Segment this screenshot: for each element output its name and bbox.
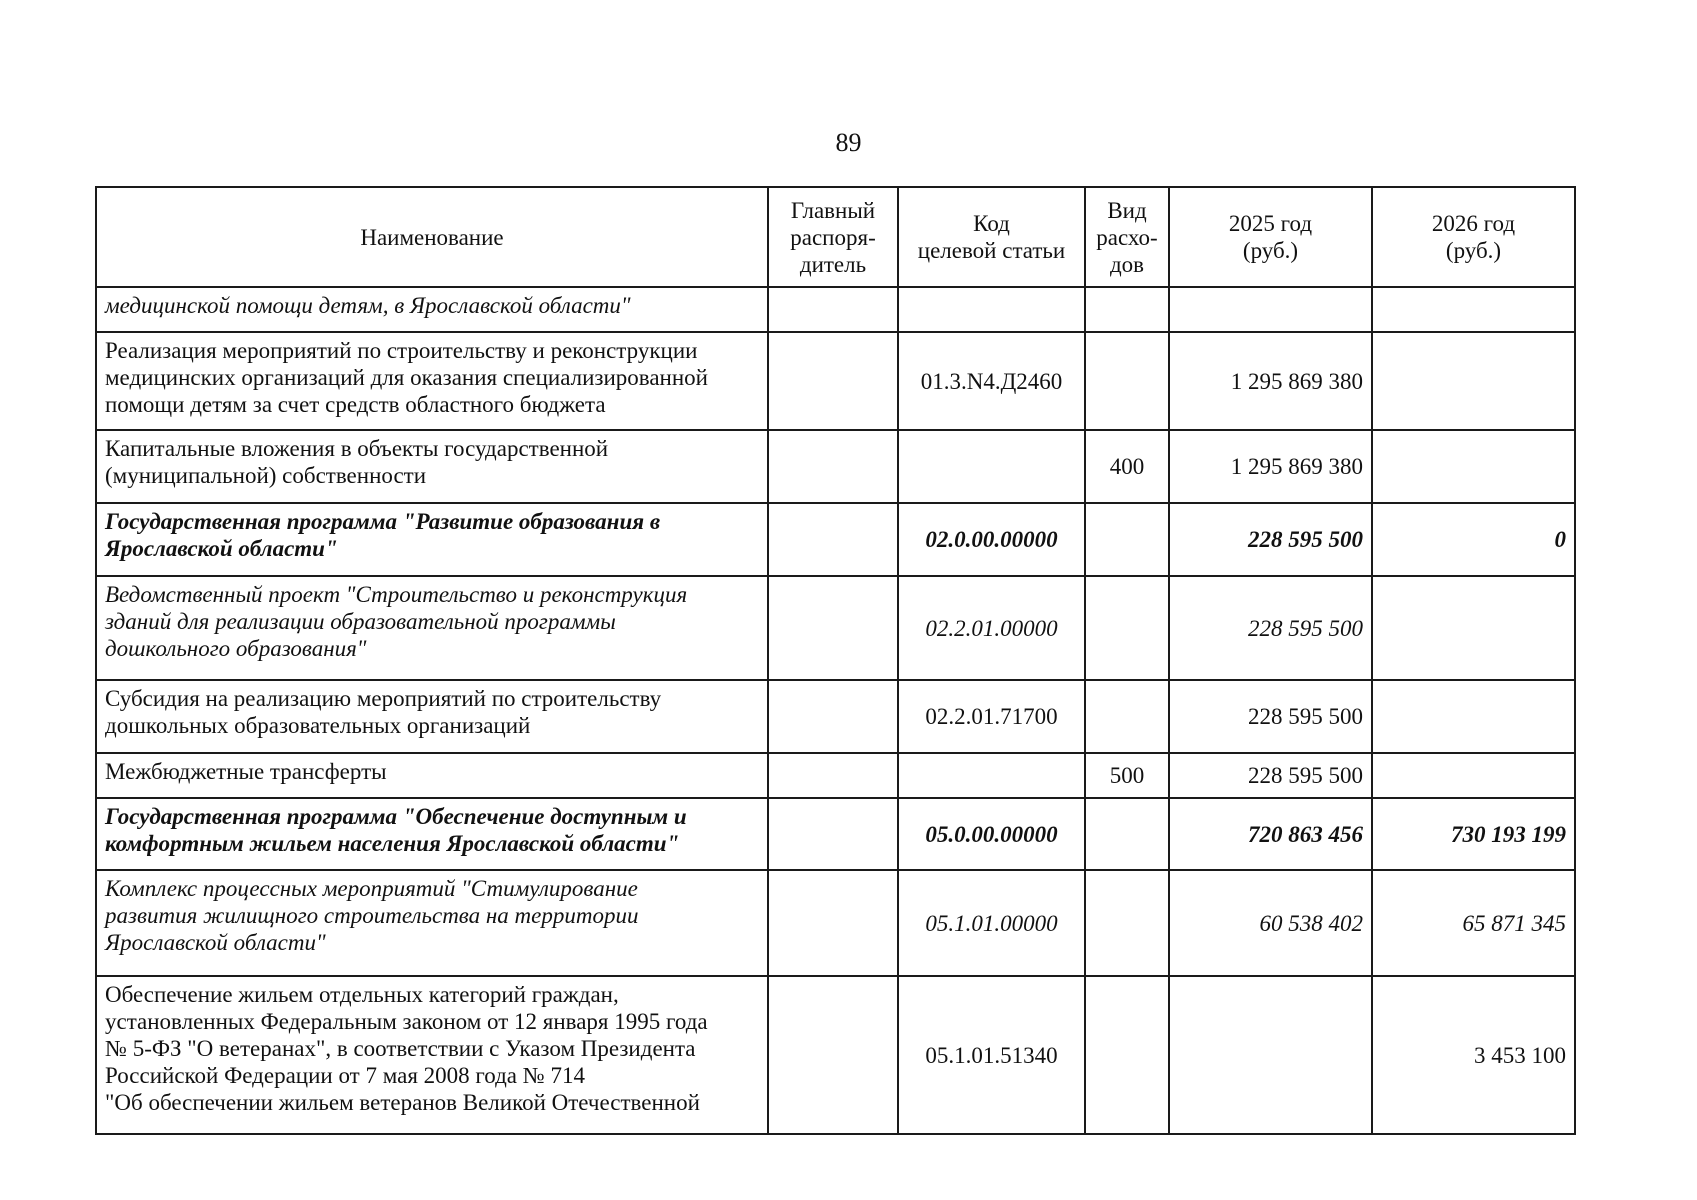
header-line: целевой статьи	[917, 238, 1066, 263]
cell-type	[1085, 503, 1169, 576]
header-name: Наименование	[96, 187, 768, 287]
cell-line: Обеспечение жильем отдельных категорий граждан,	[105, 982, 619, 1007]
cell-code	[898, 430, 1085, 503]
table-row	[96, 503, 1575, 576]
header-2026	[1372, 187, 1575, 287]
cell-line: Реализация мероприятий по строительству и реконструкции	[105, 338, 698, 363]
cell-name	[96, 576, 768, 680]
table-row	[96, 680, 1575, 753]
cell-line: медицинской помощи детям, в Ярославской области"	[105, 293, 631, 318]
header-2025	[1169, 187, 1372, 287]
cell-name	[96, 503, 768, 576]
budget-table	[95, 186, 1576, 1135]
cell-line: медицинских организаций для оказания специализированной	[105, 365, 708, 390]
cell-line: Государственная программа "Развитие образования в	[105, 509, 661, 534]
cell-name	[96, 430, 768, 503]
table-row	[96, 287, 1575, 332]
cell-distributor	[768, 753, 898, 798]
header-type	[1085, 187, 1169, 287]
cell-line: Государственная программа "Обеспечение доступным и	[105, 804, 687, 829]
cell-2025: 228 595 500	[1169, 576, 1372, 680]
cell-line: Российской Федерации от 7 мая 2008 года № 714	[105, 1063, 585, 1088]
cell-distributor	[768, 680, 898, 753]
cell-code: 02.2.01.00000	[898, 576, 1085, 680]
cell-code: 01.3.N4.Д2460	[898, 332, 1085, 430]
cell-2025	[1169, 287, 1372, 332]
table-row	[96, 576, 1575, 680]
table-row	[96, 798, 1575, 870]
cell-code: 02.0.00.00000	[898, 503, 1085, 576]
cell-line: установленных Федеральным законом от 12 января 1995 года	[105, 1009, 708, 1034]
header-line: расхо-	[1096, 224, 1158, 250]
cell-code	[898, 753, 1085, 798]
cell-line: Ярославской области"	[105, 930, 326, 955]
cell-code: 02.2.01.71700	[898, 680, 1085, 753]
header-line: дов	[1109, 251, 1145, 277]
cell-2026	[1372, 332, 1575, 430]
cell-distributor	[768, 430, 898, 503]
cell-2025	[1169, 976, 1372, 1134]
cell-line: зданий для реализации образовательной программы	[105, 609, 616, 634]
cell-code: 05.0.00.00000	[898, 798, 1085, 870]
cell-type: 400	[1085, 430, 1169, 503]
header-line: (руб.)	[1242, 238, 1299, 263]
cell-distributor	[768, 332, 898, 430]
cell-line: Ведомственный проект "Строительство и реконструкция	[105, 582, 688, 607]
cell-line: (муниципальной) собственности	[105, 463, 427, 488]
table-row	[96, 430, 1575, 503]
cell-line: Капитальные вложения в объекты государственной	[105, 436, 609, 461]
table-row	[96, 870, 1575, 976]
cell-type	[1085, 976, 1169, 1134]
cell-line: Межбюджетные трансферты	[105, 759, 387, 784]
cell-distributor	[768, 870, 898, 976]
header-distributor	[768, 187, 898, 287]
cell-distributor	[768, 287, 898, 332]
cell-2025: 720 863 456	[1169, 798, 1372, 870]
cell-distributor	[768, 503, 898, 576]
cell-distributor	[768, 976, 898, 1134]
cell-type	[1085, 798, 1169, 870]
header-line: Код	[973, 211, 1010, 236]
cell-name	[96, 753, 768, 798]
cell-distributor	[768, 576, 898, 680]
cell-line: Субсидия на реализацию мероприятий по строительству	[105, 686, 662, 711]
header-line: 2026 год	[1431, 211, 1516, 236]
cell-2025: 1 295 869 380	[1169, 332, 1372, 430]
page-number: 89	[835, 128, 862, 157]
header-line: распоря-	[790, 224, 876, 250]
cell-name	[96, 680, 768, 753]
cell-name	[96, 976, 768, 1134]
cell-distributor	[768, 798, 898, 870]
cell-type	[1085, 332, 1169, 430]
cell-name	[96, 287, 768, 332]
cell-2026: 3 453 100	[1372, 976, 1575, 1134]
table-row	[96, 332, 1575, 430]
cell-line: "Об обеспечении жильем ветеранов Великой Отечественной	[105, 1090, 700, 1115]
cell-2025: 1 295 869 380	[1169, 430, 1372, 503]
cell-2026	[1372, 576, 1575, 680]
cell-2026	[1372, 753, 1575, 798]
cell-2025: 228 595 500	[1169, 753, 1372, 798]
cell-2026	[1372, 287, 1575, 332]
cell-line: развития жилищного строительства на территории	[105, 903, 639, 928]
cell-2026: 65 871 345	[1372, 870, 1575, 976]
cell-name	[96, 332, 768, 430]
cell-code	[898, 287, 1085, 332]
table-row	[96, 976, 1575, 1134]
table-header-row	[96, 187, 1575, 287]
cell-code: 05.1.01.51340	[898, 976, 1085, 1134]
cell-line: № 5-ФЗ "О ветеранах", в соответствии с Указом Президента	[105, 1036, 696, 1061]
cell-type	[1085, 680, 1169, 753]
header-line: (руб.)	[1445, 238, 1502, 263]
cell-line: дошкольного образования"	[105, 636, 367, 661]
cell-2026	[1372, 430, 1575, 503]
cell-code: 05.1.01.00000	[898, 870, 1085, 976]
cell-2026: 730 193 199	[1372, 798, 1575, 870]
cell-2025: 228 595 500	[1169, 503, 1372, 576]
cell-line: Ярославской области"	[105, 536, 338, 561]
cell-type	[1085, 576, 1169, 680]
cell-line: комфортным жильем населения Ярославской области"	[105, 831, 680, 856]
cell-line: Комплекс процессных мероприятий "Стимулирование	[105, 876, 638, 901]
cell-line: помощи детям за счет средств областного бюджета	[105, 392, 606, 417]
cell-type	[1085, 287, 1169, 332]
cell-2026: 0	[1372, 503, 1575, 576]
cell-2025: 228 595 500	[1169, 680, 1372, 753]
cell-type: 500	[1085, 753, 1169, 798]
cell-line: дошкольных образовательных организаций	[105, 713, 531, 738]
cell-name	[96, 798, 768, 870]
header-line: дитель	[799, 251, 867, 277]
table-row	[96, 753, 1575, 798]
header-line: Вид	[1107, 197, 1147, 223]
header-line: 2025 год	[1228, 211, 1313, 236]
cell-type	[1085, 870, 1169, 976]
cell-name	[96, 870, 768, 976]
header-line: Главный	[790, 197, 876, 223]
cell-2026	[1372, 680, 1575, 753]
cell-2025: 60 538 402	[1169, 870, 1372, 976]
header-code	[898, 187, 1085, 287]
